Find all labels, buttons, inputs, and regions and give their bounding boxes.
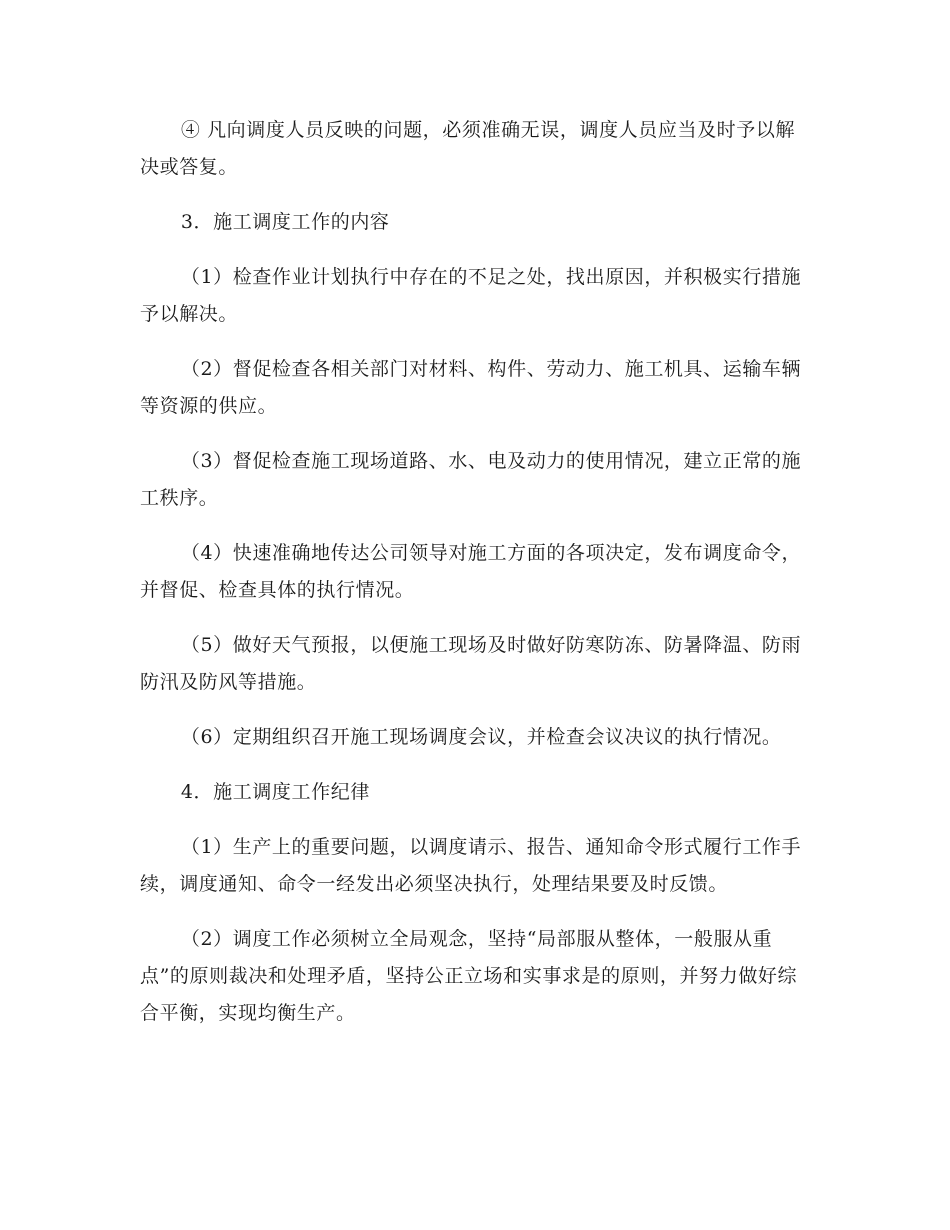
paragraph-dispatch-feedback: ④ 凡向调度人员反映的问题，必须准确无误，调度人员应当及时予以解决或答复。 bbox=[140, 119, 796, 178]
document-body bbox=[140, 112, 810, 1032]
paragraph-discipline-item-2: （2）调度工作必须树立全局观念，坚持“局部服从整体，一般服从重点”的原则裁决和处理矛盾，坚持公正立场和实事求是的原则，并努力做好综合平衡，实现均衡生产。 bbox=[140, 928, 798, 1024]
section-heading-dispatch-content: 3．施工调度工作的内容 bbox=[180, 211, 390, 233]
paragraph-content-item-6: （6）定期组织召开施工现场调度会议，并检查会议决议的执行情况。 bbox=[180, 726, 782, 748]
paragraph-content-item-3: （3）督促检查施工现场道路、水、电及动力的使用情况，建立正常的施工秩序。 bbox=[140, 450, 802, 509]
paragraph-content-item-1: （1）检查作业计划执行中存在的不足之处，找出原因，并积极实行措施予以解决。 bbox=[140, 266, 802, 325]
section-heading-dispatch-discipline: 4．施工调度工作纪律 bbox=[180, 781, 370, 803]
paragraph-content-item-5: （5）做好天气预报，以便施工现场及时做好防寒防冻、防暑降温、防雨防汛及防风等措施。 bbox=[140, 634, 802, 693]
paragraph-content-item-2: （2）督促检查各相关部门对材料、构件、劳动力、施工机具、运输车辆等资源的供应。 bbox=[140, 358, 802, 417]
paragraph-discipline-item-1: （1）生产上的重要问题，以调度请示、报告、通知命令形式履行工作手续，调度通知、命令一经发出必须坚决执行，处理结果要及时反馈。 bbox=[140, 836, 802, 895]
paragraph-content-item-4: （4）快速准确地传达公司领导对施工方面的各项决定，发布调度命令，并督促、检查具体的执行情况。 bbox=[140, 542, 802, 601]
